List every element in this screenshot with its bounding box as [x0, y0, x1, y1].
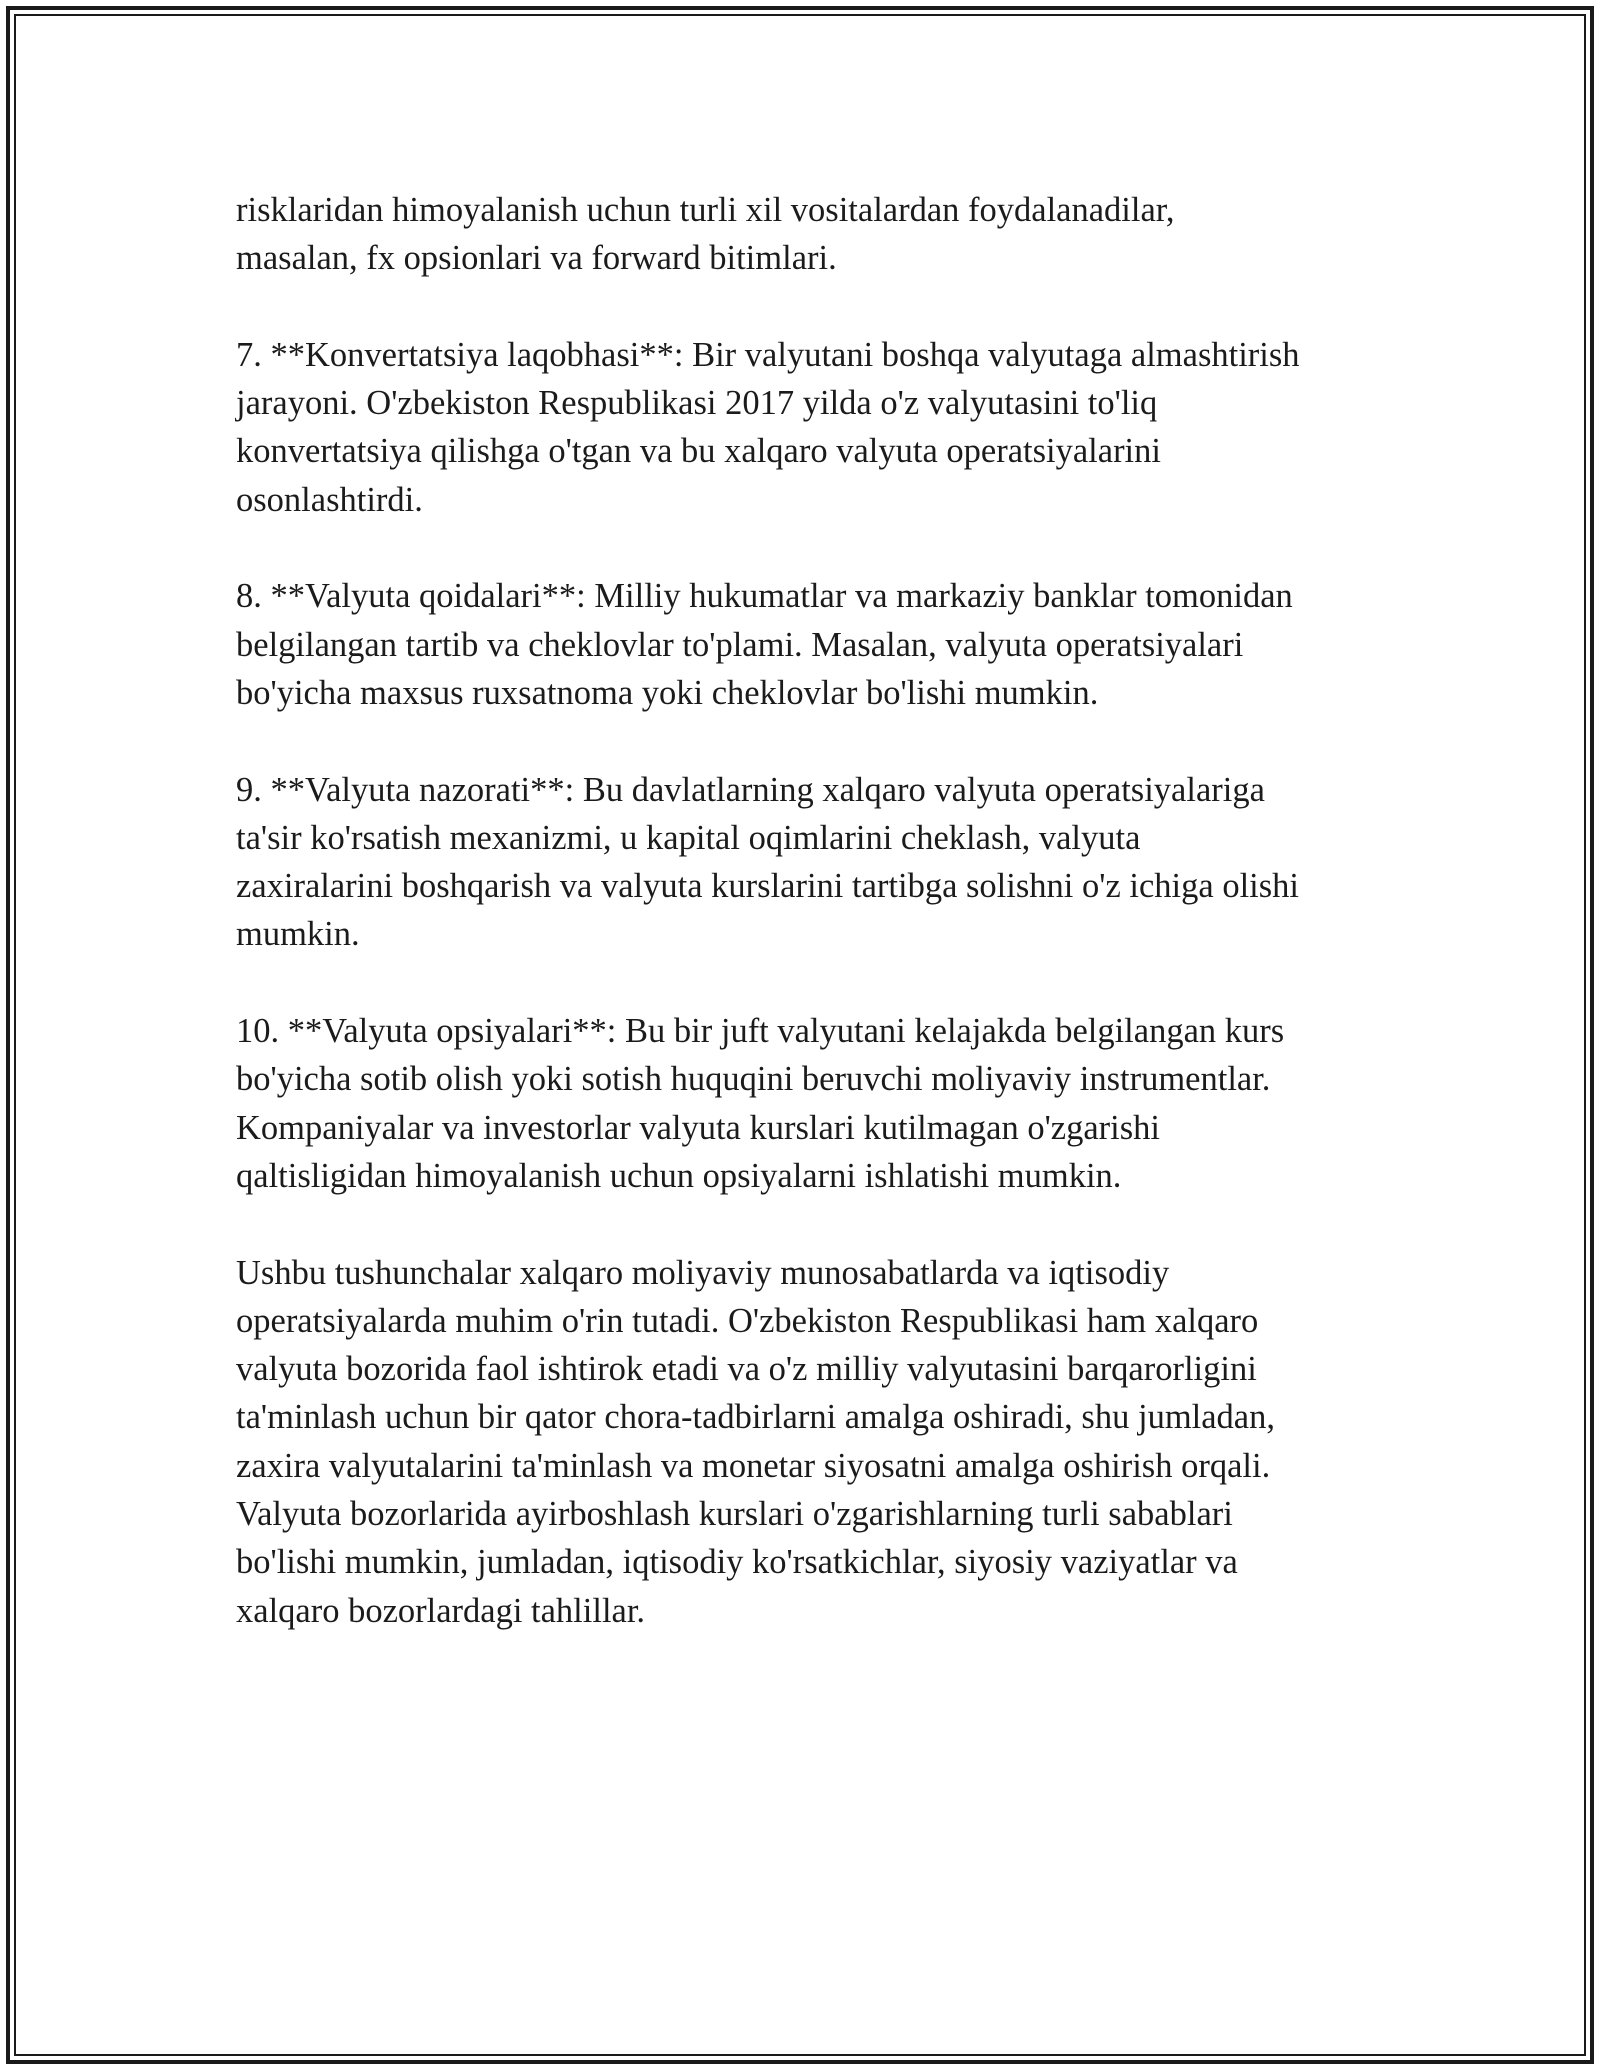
paragraph-item-9: 9. **Valyuta nazorati**: Bu davlatlarning xalqaro valyuta operatsiyalariga ta'sir ko'rsatish mexanizmi, u kapital oqimlarini cheklash, valyuta zaxiralarini boshqarish va valyuta kurslarini tartibga solishni o'z ichiga olishi mumkin.: [236, 770, 1299, 954]
paragraph-item-10: 10. **Valyuta opsiyalari**: Bu bir juft valyutani kelajakda belgilangan kurs bo'yicha sotib olish yoki sotish huquqini beruvchi moliyaviy instrumentlar. Kompaniyalar va investorlar valyuta kurslari kutilmagan o'zgarishi qaltisligidan himoyalanish uchun opsiyalarni ishlatishi mumkin.: [236, 1012, 1285, 1195]
document-body: [236, 186, 1376, 1635]
paragraph-conclusion: Ushbu tushunchalar xalqaro moliyaviy munosabatlarda va iqtisodiy operatsiyalarda muhim o'rin tutadi. O'zbekiston Respublikasi ham xalqaro valyuta bozorida faol ishtirok etadi va o'z milliy valyutasini barqarorligini ta'minlash uchun bir qator chora-tadbirlarni amalga oshiradi, shu jumladan, zaxira valyutalarini ta'minlash va monetar siyosatni amalga oshirish orqali. Valyuta bozorlarida ayirboshlash kurslari o'zgarishlarning turli sabablari bo'lishi mumkin, jumladan, iqtisodiy ko'rsatkichlar, siyosiy vaziyatlar va xalqaro bozorlardagi tahlillar.: [236, 1253, 1275, 1630]
paragraph-item-8: 8. **Valyuta qoidalari**: Milliy hukumatlar va markaziy banklar tomonidan belgilangan tartib va cheklovlar to'plami. Masalan, valyuta operatsiyalari bo'yicha maxsus ruxsatnoma yoki cheklovlar bo'lishi mumkin.: [236, 577, 1293, 712]
paragraph-intro-continuation: risklaridan himoyalanish uchun turli xil vositalardan foydalanadilar, masalan, fx opsionlari va forward bitimlari.: [236, 191, 1175, 278]
paragraph-item-7: 7. **Konvertatsiya laqobhasi**: Bir valyutani boshqa valyutaga almashtirish jarayoni. O'zbekiston Respublikasi 2017 yilda o'z valyutasini to'liq konvertatsiya qilishga o'tgan va bu xalqaro valyuta operatsiyalarini osonlashtirdi.: [236, 335, 1300, 519]
